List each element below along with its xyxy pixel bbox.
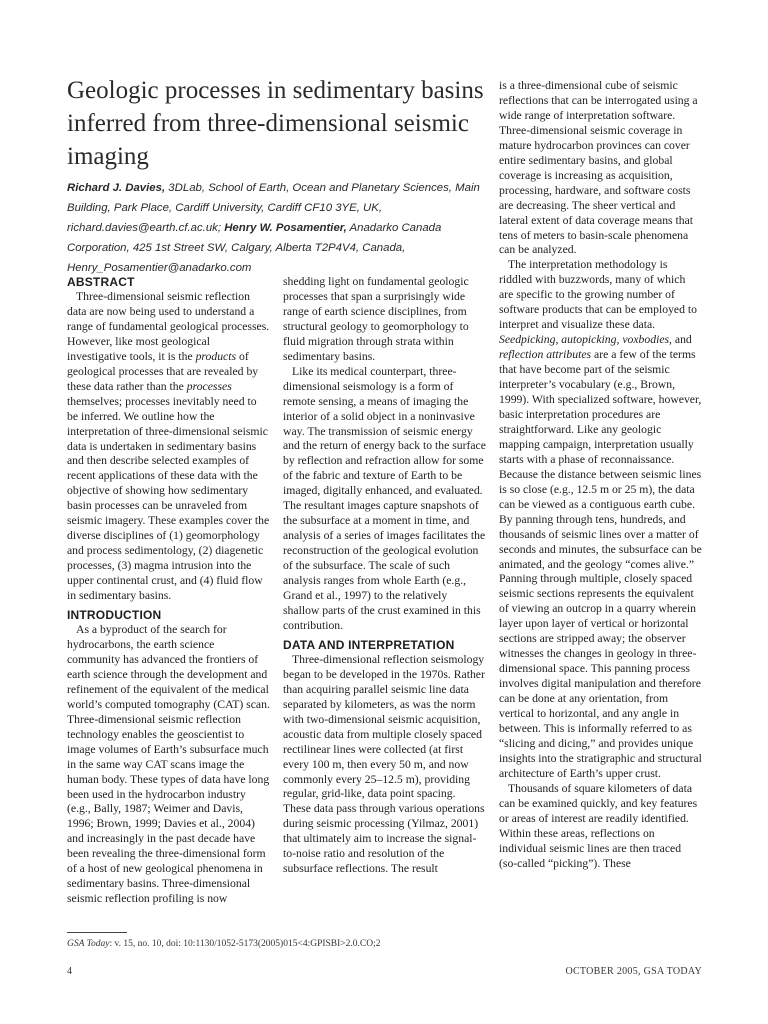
data-paragraph: The interpretation methodology is riddled with buzzwords, many of which are specific to the growing number of software products that can be employed to interpret and visualize these data. Seedpicking, autopicking, voxbodies, and reflection attributes are a few of the terms that have become part of the seismic interpreter’s vocabulary (e.g., Brown, 1999). With specialized software, however, basic interpretation procedures are straightforward. Like any geologic mapping campaign, interpretation usually starts with a phase of reconnaissance. Because the distance between seismic lines is so close (e.g., 12.5 m or 25 m), the data can be viewed as a contiguous earth cube. By panning through tens, hundreds, and thousands of seismic lines over a matter of seconds and minutes, the subsurface can be animated, and the geology “comes alive.” Panning through multiple, closely spaced seismic sections represents the equivalent of viewing an outcrop in a quarry wherein layer upon layer of vertical or horizontal sections are stripped away; the observer witnesses the changes in geology in three-dimensional space. This panning process involves digital manipulation and therefore can be done at any orientation, from vertical to horizontal, and any angle in between. This is informally referred to as “slicing and dicing,” and provides unique insights into the stratigraphic and structural architecture of Earth’s upper crust. [499, 258, 702, 780]
citation-footnote: GSA Today: v. 15, no. 10, doi: 10:1130/1052-5173(2005)015<4:GPISBI>2.0.CO;2 [67, 939, 381, 949]
running-footer: OCTOBER 2005, GSA TODAY [565, 966, 702, 977]
footnote-rule [67, 932, 127, 933]
section-heading-data-interpretation: DATA AND INTERPRETATION [283, 637, 455, 652]
article-title: Geologic processes in sedimentary basins inferred from three-dimensional seismic imaging [67, 77, 484, 170]
text-column-2 [283, 275, 486, 877]
text-column-1 [67, 275, 270, 907]
author-name: Henry W. Posamentier, [224, 222, 347, 234]
author-block [67, 178, 485, 278]
author-affiliation: Anadarko Canada Corporation, 425 1st Street SW, Calgary, Alberta T2P4V4, Canada, Henry_Posamentier@anadarko.com [67, 222, 442, 274]
abstract-paragraph: Three-dimensional seismic reflection data are now being used to understand a range of fundamental geological processes. However, like most geological investigative tools, it is the products of geological processes that are revealed by these data rather than the processes themselves; processes inevitably need to be inferred. We outline how the interpretation of three-dimensional seismic data is undertaken in sedimentary basins and then describe selected examples of recent applications of these data with the objective of showing how sedimentary basin processes can be unraveled from seismic imagery. These examples cover the diverse disciplines of (1) geomorphology and process sedimentology, (2) diagenetic processes, (3) magma intrusion into the upper continental crust, and (4) fluid flow in sedimentary basins. [67, 290, 270, 603]
section-heading-abstract: ABSTRACT [67, 275, 135, 289]
data-paragraph: Three-dimensional reflection seismology began to be developed in the 1970s. Rather than acquiring parallel seismic line data separated by kilometers, as was the norm with two-dimensional seismic acquisition, acoustic data from multiple closely spaced rectilinear lines were collected (at first every 100 m, then every 50 m, and now commonly every 25–12.5 m), providing regular, grid-like, data point spacing. These data pass through various operations during seismic processing (Yilmaz, 2001) that ultimately aim to increase the signal-to-noise ratio and resolution of the subsurface reflections. The result [283, 652, 485, 876]
data-paragraph-continued: is a three-dimensional cube of seismic reflections that can be interrogated using a wide range of interpretation software. Three-dimensional seismic coverage in mature hydrocarbon provinces can cover entire sedimentary basins, and global coverage is increasing as acquisition, processing, hardware, and software costs are decreasing. The sheer vertical and lateral extent of data coverage means that tens of meters to basin-scale phenomena can be analyzed. [499, 79, 698, 257]
author-name: Richard J. Davies, [67, 182, 166, 194]
intro-paragraph: Like its medical counterpart, three-dimensional seismology is a form of remote sensing, a means of imaging the interior of a solid object in a noninvasive way. The transmission of seismic energy and the return of energy back to the surface by reflection and refraction allow for some of the fabric and texture of Earth to be imaged, digitally enhanced, and evaluated. The resultant images capture snapshots of the subsurface at a moment in time, and analysis of a series of images facilitates the reconstruction of the geological evolution of the subsurface. The scale of such analysis ranges from whole Earth (e.g., Grand et al., 1997) to the relatively shallow parts of the crust examined in this contribution. [283, 364, 486, 632]
text-column-3 [499, 79, 702, 872]
page-number: 4 [67, 966, 72, 977]
section-heading-introduction: INTRODUCTION [67, 608, 162, 623]
intro-paragraph: As a byproduct of the search for hydrocarbons, the earth science community has advanced the frontiers of earth science through the development and refinement of the equivalent of the medical world’s computed tomography (CAT) scan. Three-dimensional seismic reflection technology enables the geoscientist to image volumes of Earth’s subsurface much in the same way CAT scans image the human body. These types of data have long been used in the hydrocarbon industry (e.g., Bally, 1987; Weimer and Davis, 1996; Brown, 1999; Davies et al., 2004) and increasingly in the past decade have been revealing the three-dimensional form of a host of new geological phenomena in sedimentary basins. Three-dimensional seismic reflection profiling is now [67, 623, 270, 906]
data-paragraph: Thousands of square kilometers of data can be examined quickly, and key features or areas of interest are readily identified. Within these areas, reflections on individual seismic lines are then traced (so-called “picking”). These [499, 781, 698, 870]
author-affiliation: 3DLab, School of Earth, Ocean and Planetary Sciences, Main Building, Park Place, Cardiff University, Cardiff CF10 3YE, UK, richard.davies@earth.cf.ac.uk; [67, 182, 480, 234]
intro-paragraph-continued: shedding light on fundamental geologic processes that span a surprisingly wide range of earth science disciplines, from structural geology to geomorphology to fluid migration through strata within sedimentary basins. [283, 275, 469, 363]
